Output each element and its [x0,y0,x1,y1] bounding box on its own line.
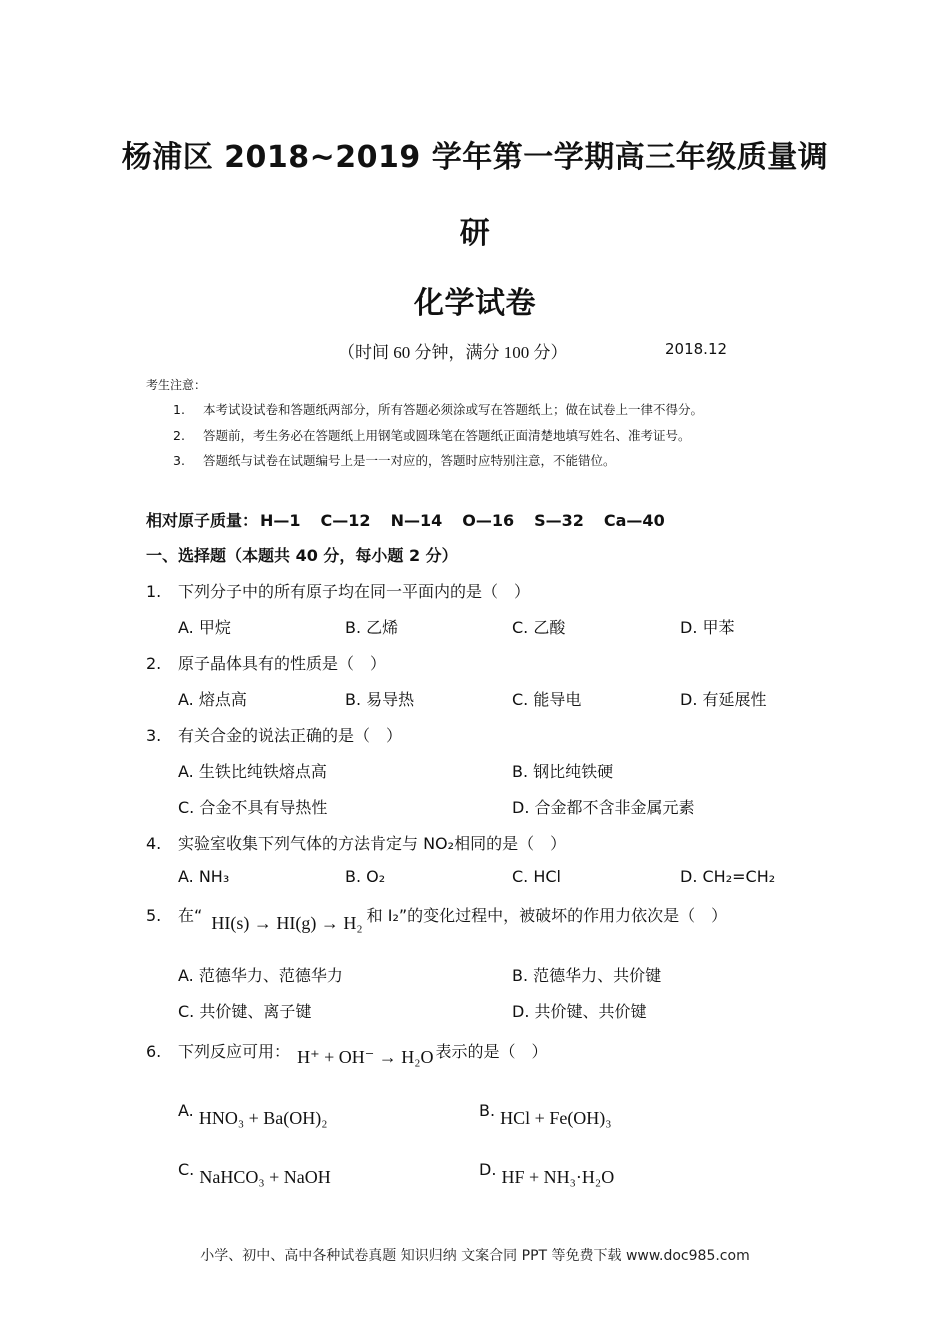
notice-text: 本考试设试卷和答题纸两部分，所有答题必须涂或写在答题纸上；做在试卷上一律不得分。 [203,402,704,417]
option-formula: NaHCO₃ + NaOH [199,1167,331,1187]
option-formula: HCl + Fe(OH)₃ [500,1108,612,1128]
option-b: B. 钢比纯铁硬 [512,762,614,781]
option-c: C. 能导电 [512,690,582,709]
option-b: B. 乙烯 [345,618,399,637]
notice-item [173,426,691,444]
option-b [479,1100,612,1128]
option-label: B. [479,1101,496,1120]
option-label: C. [178,1160,195,1179]
option-b: B. O₂ [345,867,386,886]
notice-text: 答题前，考生务必在答题纸上用钢笔或圆珠笔在答题纸正面清楚地填写姓名、准考证号。 [203,428,691,443]
option-d: D. 合金都不含非金属元素 [512,798,695,817]
option-a: A. 熔点高 [178,690,247,709]
page-title: 杨浦区 2018~2019 学年第一学期高三年级质量调 [121,140,829,175]
option-c: C. HCl [512,867,561,886]
question-text-after: 和 I₂”的变化过程中，被破坏的作用力依次是（ ） [366,906,728,925]
option-label: A. [178,1101,194,1120]
question-1 [146,579,530,602]
option-a: A. 生铁比纯铁熔点高 [178,762,327,781]
option-c [178,1159,331,1187]
time-info: （时间 60 分钟，满分 100 分） [338,343,568,362]
option-b: B. 易导热 [345,690,415,709]
section-heading: 一、选择题（本题共 40 分，每小题 2 分） [146,546,458,565]
option-formula: HF + NH₃·H₂O [501,1167,615,1187]
atomic-mass-item: N—14 [390,511,443,530]
question-text-after: 表示的是（ ） [435,1042,548,1061]
question-text: 下列分子中的所有原子均在同一平面内的是（ ） [178,582,531,601]
option-a: A. 甲烷 [178,618,231,637]
exam-date: 2018.12 [665,340,728,358]
question-text: 原子晶体具有的性质是（ ） [178,654,387,673]
question-text-before: 在“ [178,906,203,925]
atomic-mass-item: O—16 [462,511,515,530]
page-title-continued: 研 [459,216,491,251]
question-4 [146,831,566,854]
option-formula: HNO₃ + Ba(OH)₂ [198,1108,328,1128]
question-text: 实验室收集下列气体的方法肯定与 NO₂相同的是（ ） [178,834,567,853]
question-text-before: 下列反应可用： [178,1042,291,1061]
option-c: C. 合金不具有导热性 [178,798,328,817]
option-c: C. 乙酸 [512,618,566,637]
notice-item [173,451,616,469]
question-number: 3. [146,726,162,745]
question-3 [146,723,402,746]
question-number: 5. [146,906,162,925]
option-a [178,1100,328,1128]
atomic-mass-label: 相对原子质量： [146,511,259,530]
option-d: D. 有延展性 [680,690,767,709]
option-c: C. 共价键、离子键 [178,1002,312,1021]
atomic-mass-item: H—1 [260,511,301,530]
option-d [479,1159,615,1187]
atomic-mass-line [146,508,685,531]
reaction-formula: HI(s) → HI(g) → H₂ [211,913,363,933]
notice-number: 1. [173,402,185,417]
question-number: 4. [146,834,162,853]
question-text: 有关合金的说法正确的是（ ） [178,726,403,745]
notice-title: 考生注意： [146,378,207,392]
ionic-equation: H⁺ + OH⁻ → H₂O [297,1047,434,1067]
option-label: D. [479,1160,497,1179]
page-footer: 小学、初中、高中各种试卷真题 知识归纳 文案合同 PPT 等免费下载 www.doc985.com [200,1248,750,1264]
option-a: A. 范德华力、范德华力 [178,966,343,985]
atomic-mass-item: Ca—40 [603,511,665,530]
option-d: D. 甲苯 [680,618,735,637]
notice-number: 3. [173,453,185,468]
question-6 [146,1039,548,1067]
atomic-mass-item: C—12 [320,511,371,530]
paper-subtitle: 化学试卷 [414,286,536,321]
atomic-mass-item: S—32 [534,511,584,530]
option-a: A. NH₃ [178,867,230,886]
question-number: 1. [146,582,162,601]
option-d: D. CH₂=CH₂ [680,867,776,886]
option-b: B. 范德华力、共价键 [512,966,662,985]
question-number: 6. [146,1042,162,1061]
notice-item [173,400,703,418]
notice-number: 2. [173,428,185,443]
question-2 [146,651,386,674]
option-d: D. 共价键、共价键 [512,1002,647,1021]
question-5 [146,903,728,933]
notice-text: 答题纸与试卷在试题编号上是一一对应的，答题时应特别注意，不能错位。 [203,453,616,468]
question-number: 2. [146,654,162,673]
